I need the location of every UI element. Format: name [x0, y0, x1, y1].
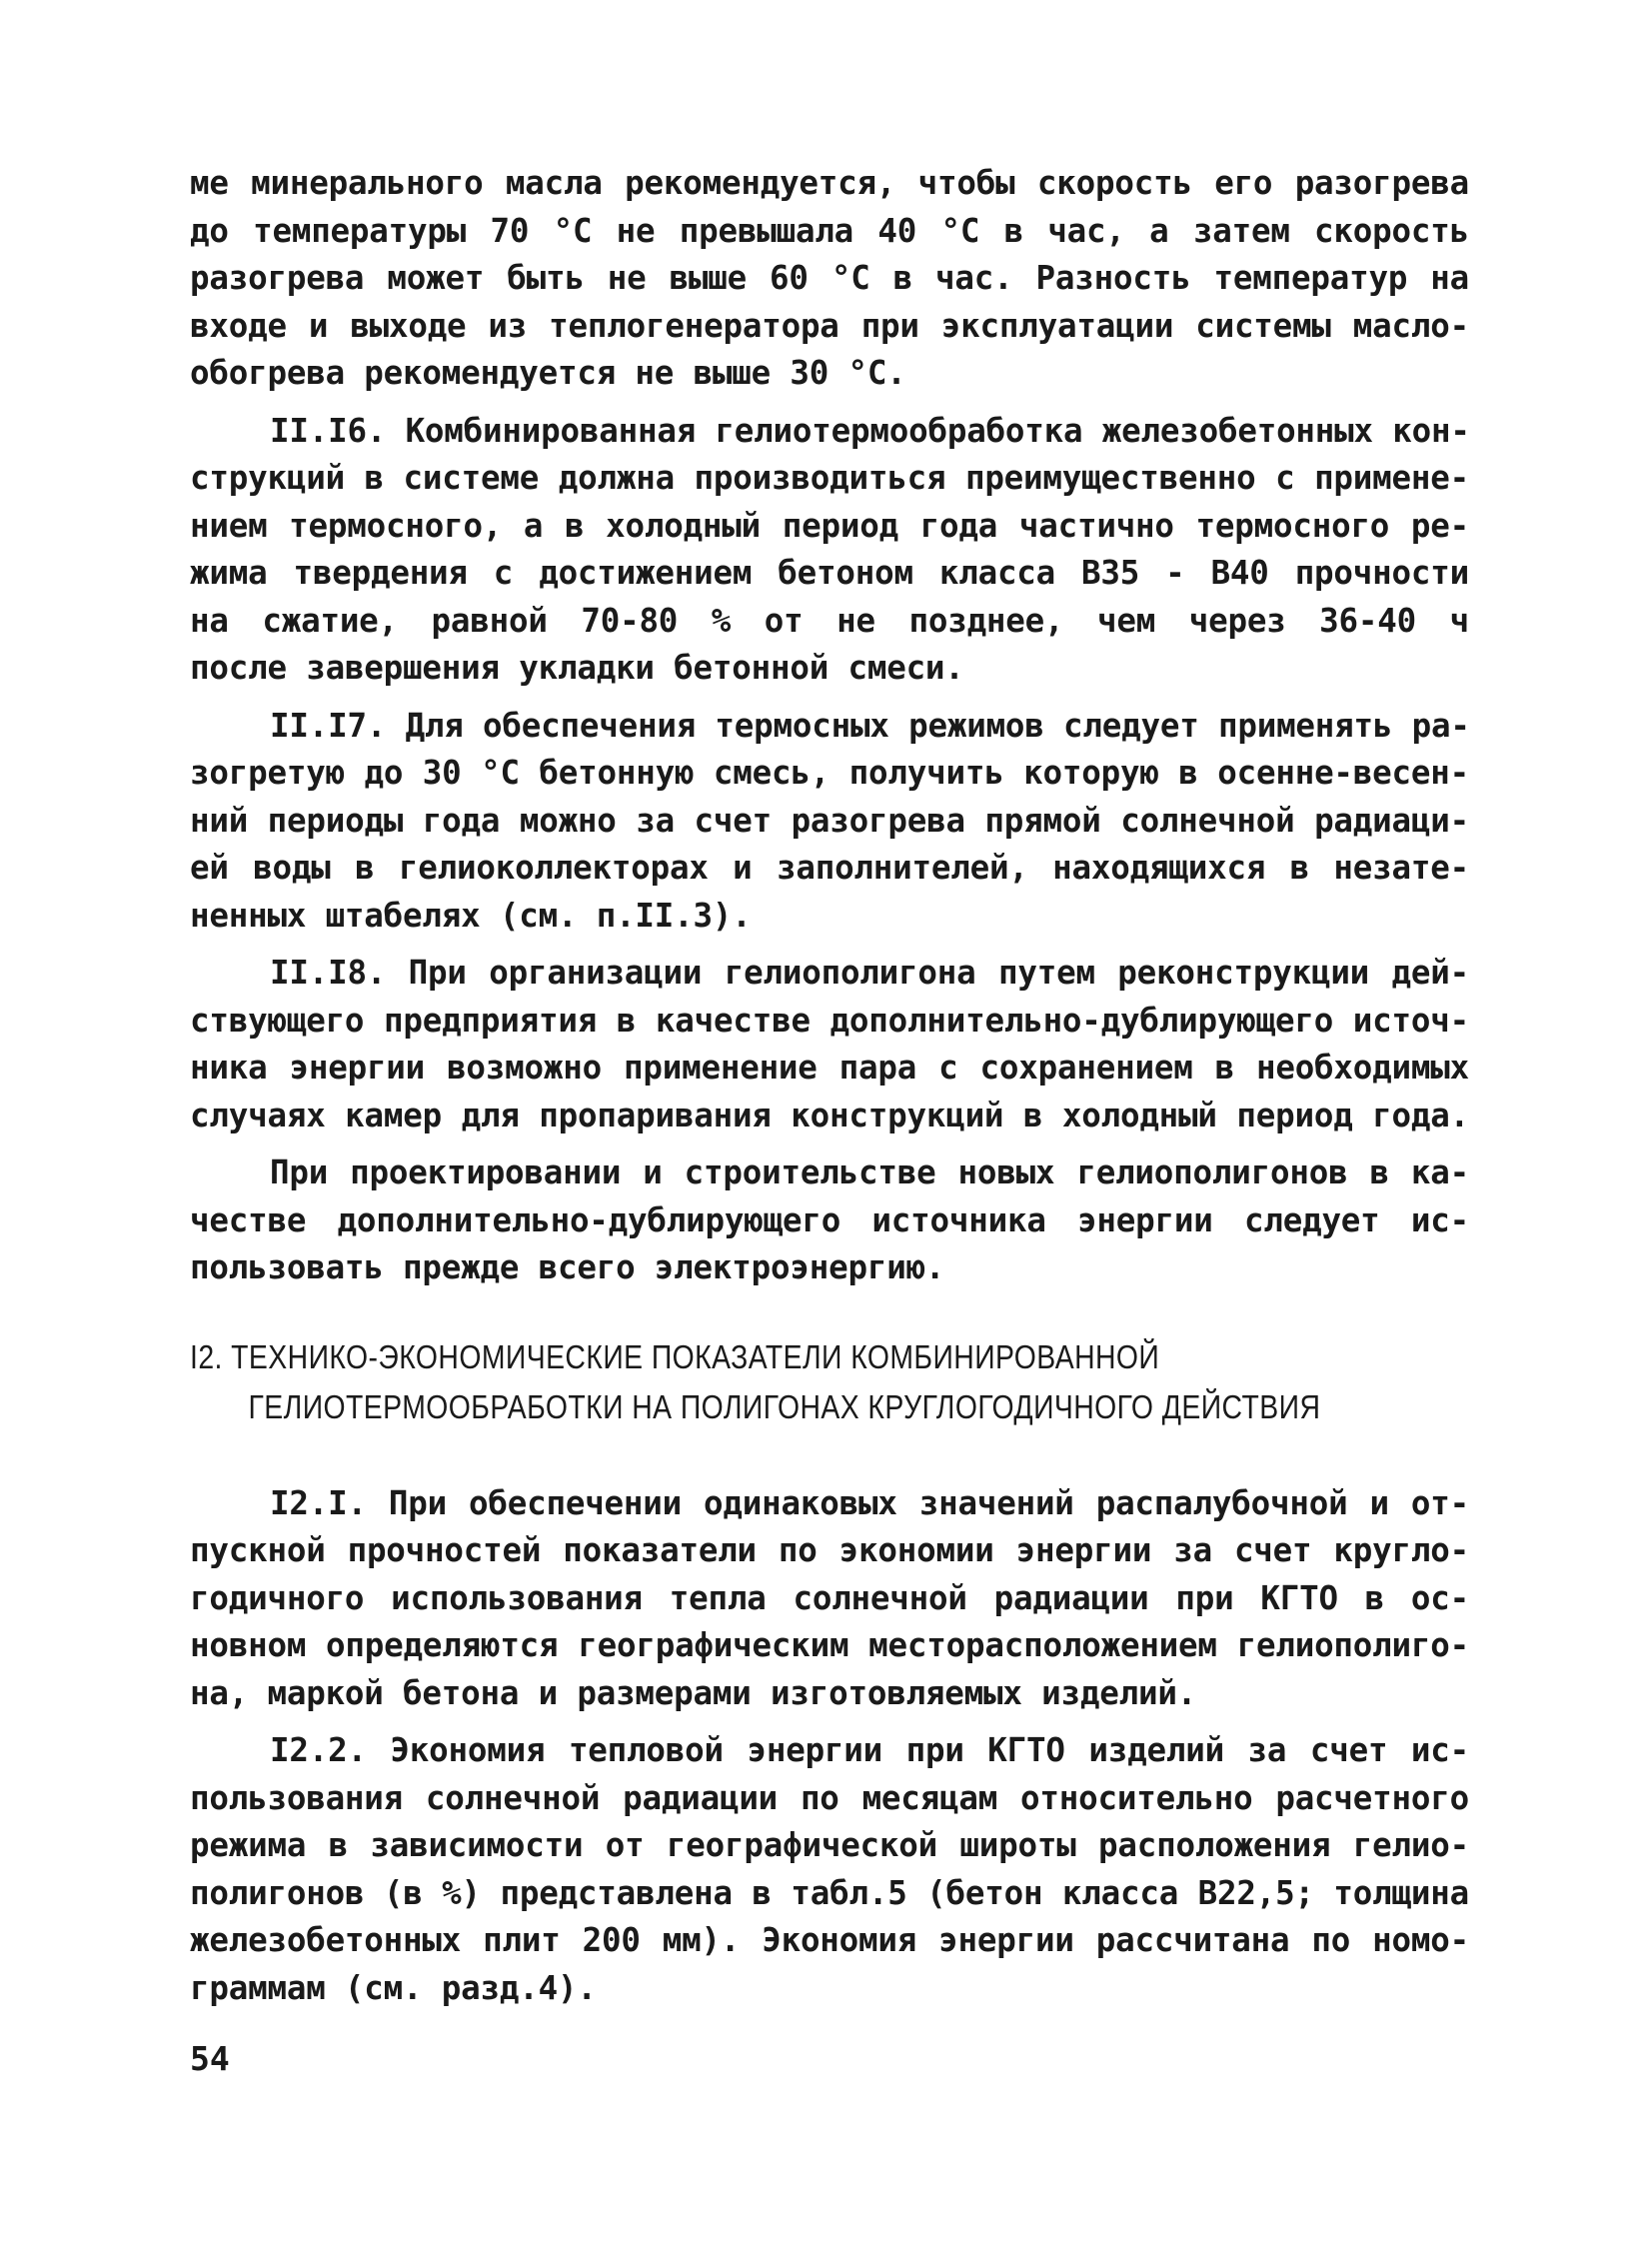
- text-line: на сжатие, равной 70-80 % от не позднее, чем через 36-40 ч: [190, 601, 1469, 640]
- text-line: режима в зависимости от географической широты расположения гелио-: [190, 1826, 1469, 1864]
- text-line: струкций в системе должна производиться преимущественно с примене-: [190, 459, 1469, 497]
- text-line: I2.I. При обеспечении одинаковых значений распалубочной и от-: [270, 1483, 1469, 1522]
- text-line: честве дополнительно-дублирующего источника энергии следует ис-: [190, 1200, 1469, 1239]
- text-line: зогретую до 30 °С бетонную смесь, получить которую в осенне-весен-: [190, 754, 1469, 792]
- text-line: на, маркой бетона и размерами изготовляемых изделий.: [190, 1673, 1197, 1712]
- text-line: годичного использования тепла солнечной радиации при КГТО в ос-: [190, 1578, 1469, 1617]
- text-line: При проектировании и строительстве новых гелиополигонов в ка-: [270, 1153, 1469, 1191]
- document-page: [190, 160, 1469, 2012]
- text-line: II.I7. Для обеспечения термосных режимов следует применять ра-: [270, 706, 1470, 745]
- text-line: обогрева рекомендуется не выше 30 °С.: [190, 354, 906, 392]
- section-heading: [190, 1332, 1469, 1432]
- text-line: новном определяются географическим месторасположением гелиополиго-: [190, 1626, 1469, 1664]
- paragraph-11-18: [190, 950, 1469, 1139]
- paragraph-11-16: [190, 408, 1469, 693]
- text-line: II.I6. Комбинированная гелиотермообработка железобетонных кон-: [270, 411, 1470, 450]
- text-line: ненных штабелях (см. п.II.3).: [190, 896, 752, 935]
- text-line: I2.2. Экономия тепловой энергии при КГТО изделий за счет ис-: [270, 1731, 1469, 1769]
- text-line: случаях камер для пропаривания конструкций в холодный период года.: [190, 1096, 1469, 1134]
- text-line: до температуры 70 °С не превышала 40 °С в час, а затем скорость: [190, 211, 1469, 250]
- paragraph-11-17: [190, 703, 1469, 941]
- text-line: нием термосного, а в холодный период года частично термосного ре-: [190, 506, 1469, 545]
- paragraph-design: [190, 1149, 1469, 1292]
- text-line: ствующего предприятия в качестве дополнительно-дублирующего источ-: [190, 1001, 1469, 1040]
- paragraph-oil-heating: [190, 160, 1469, 398]
- text-line: разогрева может быть не выше 60 °С в час. Разность температур на: [190, 259, 1469, 297]
- section-heading-line-2: ГЕЛИОТЕРМООБРАБОТКИ НА ПОЛИГОНАХ КРУГЛОГОДИЧНОГО ДЕЙСТВИЯ: [248, 1387, 1321, 1425]
- text-line: полигонов (в %) представлена в табл.5 (бетон класса В22,5; толщина: [190, 1873, 1469, 1912]
- text-line: входе и выходе из теплогенератора при эксплуатации системы масло-: [190, 306, 1469, 345]
- section-heading-line-1: I2. ТЕХНИКО-ЭКОНОМИЧЕСКИЕ ПОКАЗАТЕЛИ КОМБИНИРОВАННОЙ: [190, 1337, 1160, 1375]
- text-line: пускной прочностей показатели по экономии энергии за счет кругло-: [190, 1531, 1469, 1569]
- text-line: II.I8. При организации гелиополигона путем реконструкции дей-: [270, 954, 1469, 992]
- text-line: ника энергии возможно применение пара с сохранением в необходимых: [190, 1049, 1469, 1087]
- page-number: 54: [190, 2039, 230, 2078]
- text-line: ний периоды года можно за счет разогрева прямой солнечной радиаци-: [190, 801, 1469, 840]
- text-line: железобетонных плит 200 мм). Экономия энергии рассчитана по номо-: [190, 1921, 1469, 1959]
- text-line: пользовать прежде всего электроэнергию.: [190, 1248, 945, 1286]
- paragraph-12-1: [190, 1480, 1469, 1718]
- text-line: ме минерального масла рекомендуется, чтобы скорость его разогрева: [190, 164, 1469, 202]
- text-line: ей воды в гелиоколлекторах и заполнителей, находящихся в незате-: [190, 849, 1469, 887]
- text-line: после завершения укладки бетонной смеси.: [190, 649, 964, 687]
- text-line: пользования солнечной радиации по месяцам относительно расчетного: [190, 1778, 1469, 1817]
- text-line: граммам (см. разд.4).: [190, 1968, 597, 2007]
- text-line: жима твердения с достижением бетоном класса В35 - В40 прочности: [190, 554, 1469, 592]
- paragraph-12-2: [190, 1727, 1469, 2012]
